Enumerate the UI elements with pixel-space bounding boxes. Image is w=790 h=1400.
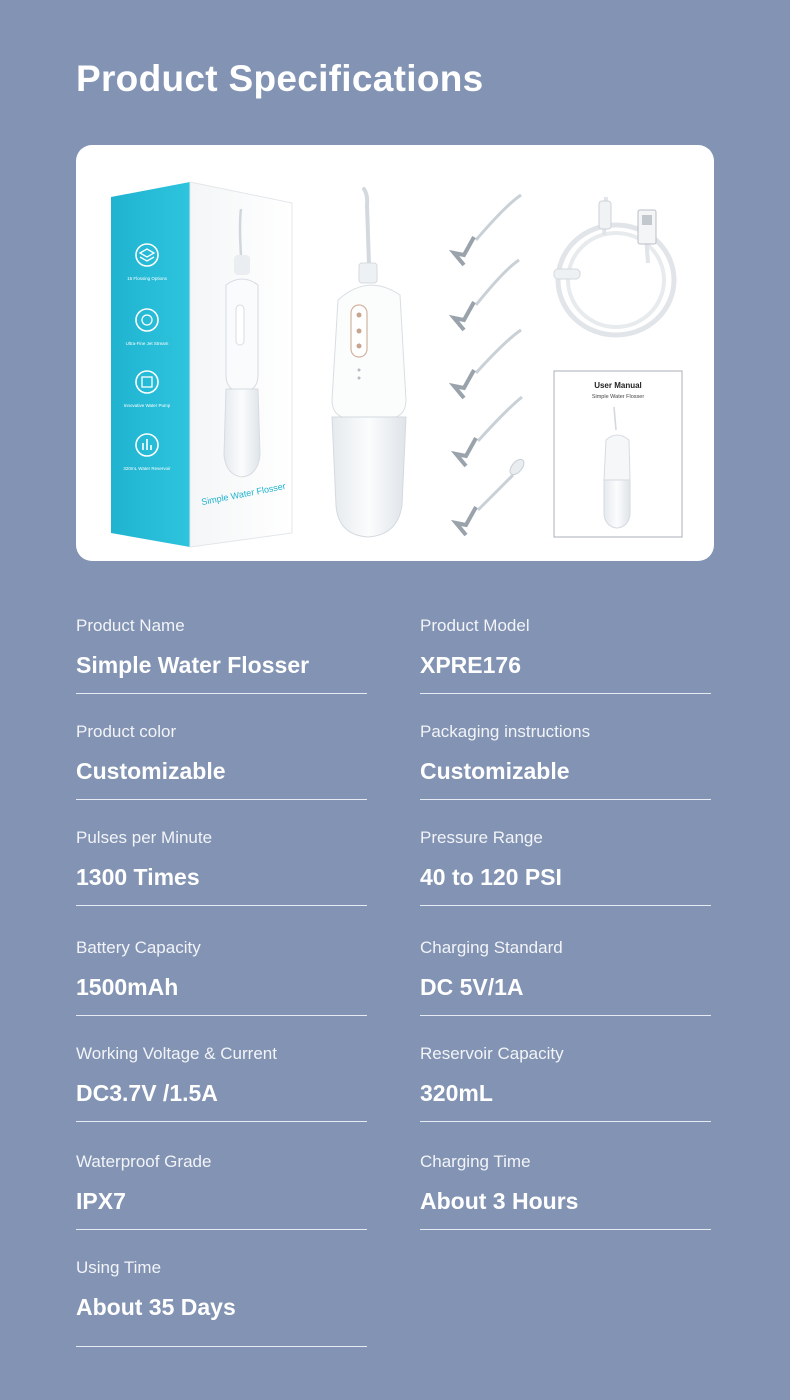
spec-working-voltage: [76, 1042, 367, 1122]
spec-packaging-instructions: [420, 720, 711, 800]
spec-divider: [76, 799, 367, 800]
spec-label: Working Voltage & Current: [76, 1044, 277, 1063]
spec-label: Product Model: [420, 616, 530, 635]
spec-divider: [420, 1015, 711, 1016]
spec-divider: [420, 905, 711, 906]
nozzle-2: [454, 260, 519, 330]
nozzle-4: [456, 397, 522, 466]
nozzle-1: [454, 195, 521, 265]
box-feature-label-3: 320mL Water Reservoir: [123, 466, 171, 471]
spec-divider: [420, 1229, 711, 1230]
spec-value: 1500mAh: [76, 974, 179, 1000]
spec-value: 320mL: [420, 1080, 493, 1106]
product-illustration: [76, 145, 714, 561]
spec-product-name: [76, 614, 367, 694]
page-title: Product Specifications: [76, 58, 484, 99]
spec-divider: [76, 1121, 367, 1122]
spec-battery-capacity: [76, 936, 367, 1016]
spec-label: Packaging instructions: [420, 722, 591, 741]
spec-value: DC 5V/1A: [420, 974, 524, 1000]
spec-divider: [420, 1121, 711, 1122]
spec-label: Pulses per Minute: [76, 828, 213, 847]
box-feature-label-1: Ultra-Fine Jet Stream: [125, 341, 169, 346]
box-product-name: Simple Water Flosser: [200, 480, 287, 508]
spec-value: Customizable: [420, 758, 570, 784]
spec-value: IPX7: [76, 1188, 126, 1214]
box-feature-label-2: Innovative Water Pump: [123, 403, 171, 408]
spec-label: Reservoir Capacity: [420, 1044, 564, 1063]
product-image-card: [76, 145, 714, 561]
spec-charging-standard: [420, 936, 711, 1016]
spec-label: Pressure Range: [420, 828, 543, 847]
spec-charging-time: [420, 1150, 711, 1230]
spec-label: Charging Standard: [420, 938, 563, 957]
manual-subtitle: Simple Water Flosser: [591, 394, 645, 400]
spec-reservoir-capacity: [420, 1042, 711, 1122]
replacement-nozzles: [454, 195, 527, 535]
box-feature-label-0: 15 Flossing Options: [127, 276, 167, 281]
spec-pulses-per-minute: [76, 826, 367, 906]
spec-label: Battery Capacity: [76, 938, 201, 957]
spec-product-model: [420, 614, 711, 694]
spec-value: 1300 Times: [76, 864, 200, 890]
spec-pressure-range: [420, 826, 711, 906]
user-manual: [554, 371, 682, 537]
nozzle-3: [454, 330, 521, 398]
water-flosser: [332, 189, 406, 537]
spec-divider: [420, 799, 711, 800]
package-box: [111, 182, 292, 547]
nozzle-5: [456, 457, 527, 535]
manual-title: User Manual: [594, 381, 642, 390]
spec-label: Waterproof Grade: [76, 1152, 212, 1171]
spec-divider: [76, 693, 367, 694]
charging-cable: [554, 197, 674, 335]
spec-using-time: [76, 1256, 367, 1347]
spec-waterproof-grade: [76, 1150, 367, 1230]
spec-value: DC3.7V /1.5A: [76, 1080, 218, 1106]
spec-divider: [76, 1015, 367, 1016]
spec-product-color: [76, 720, 367, 800]
spec-value: 40 to 120 PSI: [420, 864, 562, 890]
spec-label: Using Time: [76, 1258, 162, 1277]
spec-value: About 35 Days: [76, 1294, 236, 1320]
spec-value: XPRE176: [420, 652, 522, 678]
spec-label: Product Name: [76, 616, 185, 635]
spec-value: About 3 Hours: [420, 1188, 579, 1214]
spec-divider: [76, 1229, 367, 1230]
spec-label: Charging Time: [420, 1152, 531, 1171]
spec-divider: [76, 1346, 367, 1347]
spec-label: Product color: [76, 722, 177, 741]
spec-value: Customizable: [76, 758, 226, 784]
spec-divider: [76, 905, 367, 906]
spec-divider: [420, 693, 711, 694]
spec-value: Simple Water Flosser: [76, 652, 310, 678]
